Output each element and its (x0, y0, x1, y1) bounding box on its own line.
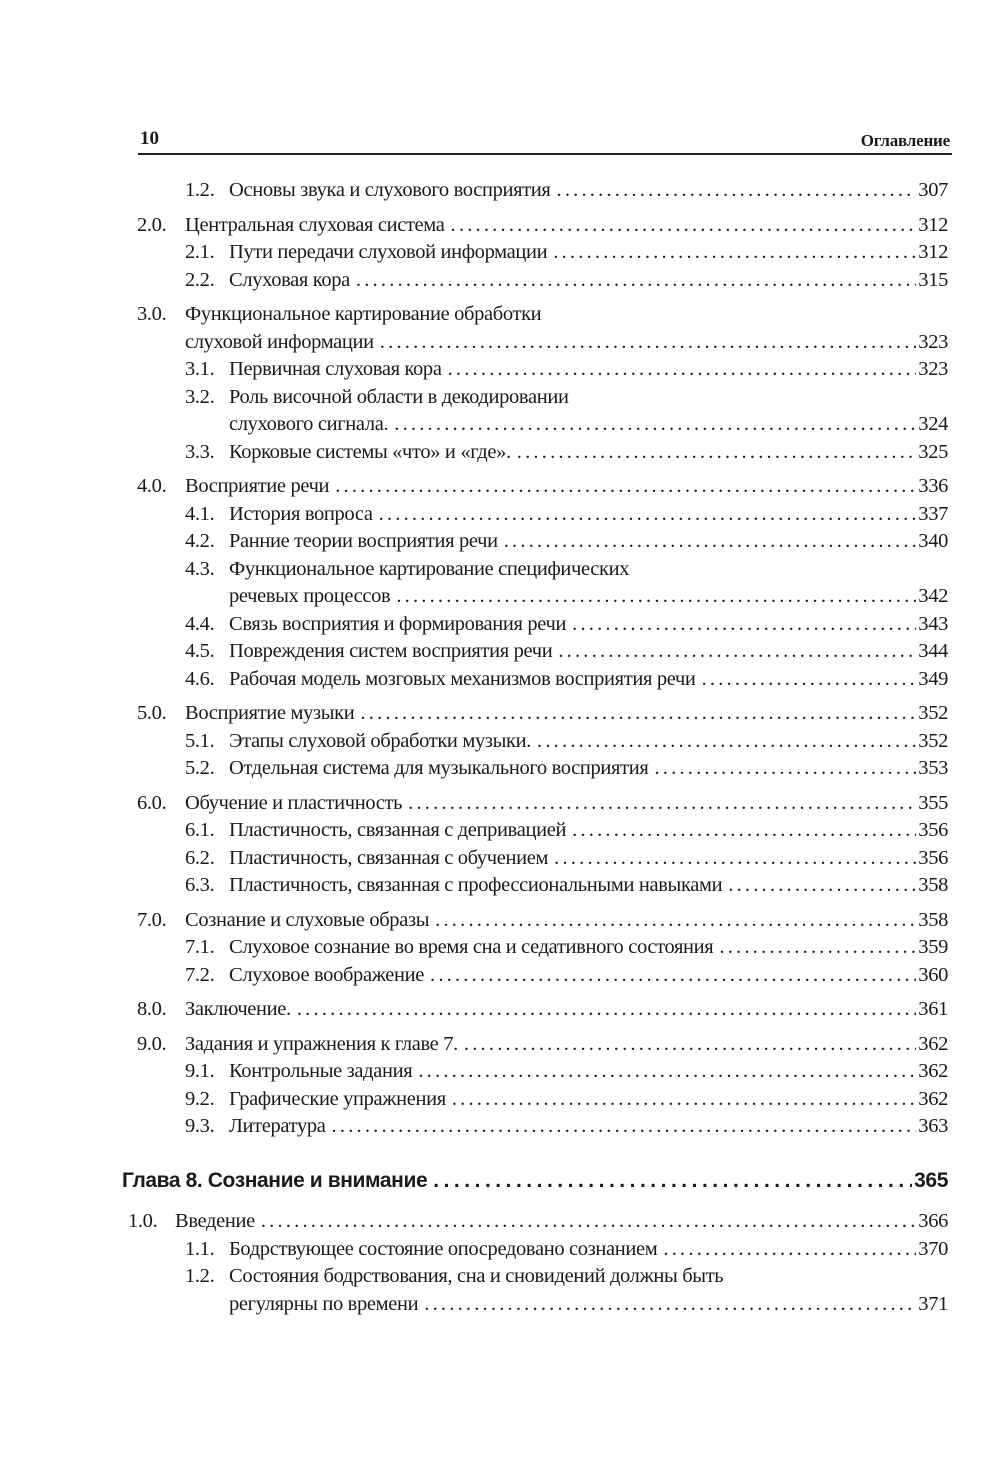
toc-entry (0, 239, 1000, 267)
toc-entry (0, 638, 1000, 666)
page-reference: 337 (918, 502, 948, 525)
section-number: 5.2. (185, 757, 215, 779)
section-title: Пластичность, связанная с профессиональными навыками (229, 874, 723, 896)
section-number: 4.1. (185, 502, 215, 525)
section-number: 2.2. (185, 268, 215, 291)
section-title: Связь восприятия и формирования речи (229, 612, 567, 635)
page-reference: 359 (918, 936, 948, 958)
toc-entry (0, 501, 1000, 529)
page-reference: 363 (918, 1115, 948, 1137)
page-reference: 344 (918, 640, 948, 662)
page-reference: 325 (918, 440, 948, 463)
toc-entry (0, 356, 1000, 384)
section-title: Основы звука и слухового восприятия (229, 179, 551, 201)
dot-leader (394, 411, 916, 439)
section-number: 3.0. (137, 303, 167, 325)
toc-entry (0, 872, 1000, 900)
section-number: 5.1. (185, 729, 215, 752)
toc-entry (0, 962, 1000, 990)
page-reference: 358 (918, 908, 948, 931)
page-reference: 352 (918, 729, 948, 752)
page-reference: 312 (918, 213, 948, 236)
dot-leader (537, 728, 916, 756)
section-title: Литература (229, 1115, 326, 1137)
page-reference: 366 (918, 1210, 948, 1232)
dot-leader (572, 611, 916, 639)
header-rule (138, 153, 952, 155)
toc-entry (0, 212, 1000, 240)
section-title: Введение (175, 1210, 255, 1232)
section-number: 6.1. (185, 819, 215, 841)
page-reference: 323 (918, 330, 948, 353)
section-title: Корковые системы «что» и «где». (229, 440, 511, 463)
section-title: Задания и упражнения к главе 7. (185, 1032, 458, 1055)
section-number: 4.2. (185, 530, 215, 552)
page-reference: 323 (918, 358, 948, 380)
section-number: 6.3. (185, 874, 215, 896)
dot-leader (356, 267, 916, 295)
dot-leader (464, 1031, 916, 1059)
page-reference: 362 (918, 1032, 948, 1055)
section-title: слуховой информации (185, 330, 374, 353)
dot-leader (380, 329, 917, 357)
dot-leader (728, 872, 916, 900)
toc-chapter-entry (0, 1167, 1000, 1195)
section-number: 1.0. (128, 1210, 158, 1232)
section-title: Восприятие музыки (185, 702, 355, 724)
toc-entry (0, 790, 1000, 818)
dot-leader (557, 177, 917, 205)
section-title: Бодрствующее состояние опосредовано сознанием (229, 1237, 658, 1260)
section-title: Повреждения систем восприятия речи (229, 640, 553, 662)
section-title: Ранние теории восприятия речи (229, 530, 498, 552)
section-number: 3.3. (185, 440, 215, 463)
section-title: Слуховая кора (229, 268, 350, 291)
dot-leader (448, 356, 917, 384)
toc-entry (0, 755, 1000, 783)
section-title: Этапы слуховой обработки музыки. (229, 729, 532, 752)
dot-leader (424, 1291, 916, 1319)
toc-entry (0, 666, 1000, 694)
section-number: 7.0. (137, 908, 167, 931)
dot-leader (452, 1086, 916, 1114)
section-title: Отдельная система для музыкального восприятия (229, 757, 649, 779)
page-reference: 342 (918, 585, 948, 607)
section-number: 7.1. (185, 936, 215, 958)
dot-leader (558, 638, 916, 666)
section-number: 4.3. (185, 557, 215, 580)
section-title: Функциональное картирование специфических (229, 557, 630, 580)
page-reference: 362 (918, 1087, 948, 1110)
section-title: слухового сигнала. (229, 413, 389, 435)
page-reference: 312 (918, 241, 948, 263)
section-number: 5.0. (137, 702, 167, 724)
page-reference: 315 (918, 268, 948, 291)
dot-leader (379, 501, 917, 529)
toc-entry (0, 700, 1000, 728)
section-title: Пути передачи слуховой информации (229, 241, 548, 263)
section-number: 4.0. (137, 475, 167, 497)
page-reference: 307 (918, 179, 948, 201)
section-title: Заключение. (185, 998, 291, 1020)
toc-entry (0, 845, 1000, 873)
toc-entry (0, 1113, 1000, 1141)
section-title: Графические упражнения (229, 1087, 446, 1110)
dot-leader (451, 212, 917, 240)
dot-leader (360, 700, 916, 728)
section-title: Первичная слуховая кора (229, 358, 442, 380)
toc-entry (0, 1263, 1000, 1318)
section-number: 9.2. (185, 1087, 215, 1110)
section-number: 1.2. (185, 1265, 215, 1287)
section-number: 7.2. (185, 963, 215, 986)
page-reference: 358 (918, 874, 948, 896)
section-number: 1.1. (185, 1237, 215, 1260)
section-number: 2.0. (137, 213, 167, 236)
toc-entry (0, 611, 1000, 639)
page-reference: 340 (918, 530, 948, 552)
dot-leader (554, 845, 916, 873)
section-number: 4.4. (185, 612, 215, 635)
toc-entry (0, 439, 1000, 467)
dot-leader (654, 755, 916, 783)
dot-leader (663, 1236, 916, 1264)
dot-leader (430, 962, 916, 990)
dot-leader (553, 239, 916, 267)
page-reference: 343 (918, 612, 948, 635)
toc-entry (0, 907, 1000, 935)
toc-entry (0, 556, 1000, 611)
section-number: 9.1. (185, 1060, 215, 1082)
section-number: 4.6. (185, 667, 215, 690)
section-title: История вопроса (229, 502, 373, 525)
section-number: 1.2. (185, 179, 215, 201)
page-reference: 362 (918, 1060, 948, 1082)
toc-entry (0, 934, 1000, 962)
section-title: Слуховое воображение (229, 963, 424, 986)
dot-leader (332, 1113, 917, 1141)
section-title: Сознание и слуховые образы (185, 908, 430, 931)
toc-entry (0, 996, 1000, 1024)
section-title: Роль височной области в декодировании (229, 385, 569, 408)
section-title: Слуховое сознание во время сна и седативного состояния (229, 936, 714, 958)
dot-leader (504, 528, 917, 556)
toc-entry (0, 817, 1000, 845)
section-title: Глава 8. Сознание и внимание (122, 1168, 428, 1192)
toc-entry (0, 1208, 1000, 1236)
dot-leader (408, 790, 916, 818)
section-number: 3.2. (185, 385, 215, 408)
section-number: 9.3. (185, 1115, 215, 1137)
section-title: регулярны по времени (229, 1292, 419, 1315)
dot-leader (396, 583, 916, 611)
toc-entry (0, 267, 1000, 295)
dot-leader (435, 907, 916, 935)
page-reference: 370 (918, 1237, 948, 1260)
dot-leader (517, 439, 917, 467)
toc-entry (0, 1236, 1000, 1264)
section-number: 6.0. (137, 791, 167, 814)
toc-entry (0, 1031, 1000, 1059)
toc-entry (0, 384, 1000, 439)
toc-entry (0, 301, 1000, 356)
page-reference: 324 (918, 413, 948, 435)
dot-leader (261, 1208, 916, 1236)
toc-entry (0, 528, 1000, 556)
section-title: Пластичность, связанная с обучением (229, 846, 549, 869)
page-reference: 365 (914, 1168, 948, 1192)
section-title: речевых процессов (229, 585, 391, 607)
dot-leader (297, 996, 916, 1024)
page-reference: 336 (918, 475, 948, 497)
section-title: Функциональное картирование обработки (185, 303, 542, 325)
running-title: Оглавление (860, 131, 950, 150)
dot-leader (418, 1058, 916, 1086)
page-reference: 371 (918, 1292, 948, 1315)
dot-leader (702, 666, 917, 694)
section-number: 9.0. (137, 1032, 167, 1055)
section-number: 6.2. (185, 846, 215, 869)
dot-leader (719, 934, 916, 962)
section-title: Центральная слуховая система (185, 213, 445, 236)
dot-leader (572, 817, 916, 845)
toc-entry (0, 728, 1000, 756)
section-title: Обучение и пластичность (185, 791, 403, 814)
toc-entry (0, 473, 1000, 501)
page-reference: 360 (918, 963, 948, 986)
page-reference: 353 (918, 757, 948, 779)
page-number: 10 (140, 128, 159, 149)
page-reference: 361 (918, 998, 948, 1020)
toc-entry (0, 1058, 1000, 1086)
table-of-contents (0, 177, 1000, 1318)
toc-entry (0, 1086, 1000, 1114)
section-title: Восприятие речи (185, 475, 330, 497)
section-number: 3.1. (185, 358, 215, 380)
dot-leader (335, 473, 916, 501)
section-title: Состояния бодрствования, сна и сновидений должны быть (229, 1265, 724, 1287)
section-number: 2.1. (185, 241, 215, 263)
page-reference: 355 (918, 791, 948, 814)
section-number: 8.0. (137, 998, 167, 1020)
section-title: Рабочая модель мозговых механизмов восприятия речи (229, 667, 696, 690)
page-reference: 352 (918, 702, 948, 724)
section-number: 4.5. (185, 640, 215, 662)
page-reference: 356 (918, 846, 948, 869)
toc-entry (0, 177, 1000, 205)
page-reference: 349 (918, 667, 948, 690)
dot-leader (433, 1167, 912, 1195)
section-title: Контрольные задания (229, 1060, 413, 1082)
section-title: Пластичность, связанная с депривацией (229, 819, 567, 841)
page-reference: 356 (918, 819, 948, 841)
